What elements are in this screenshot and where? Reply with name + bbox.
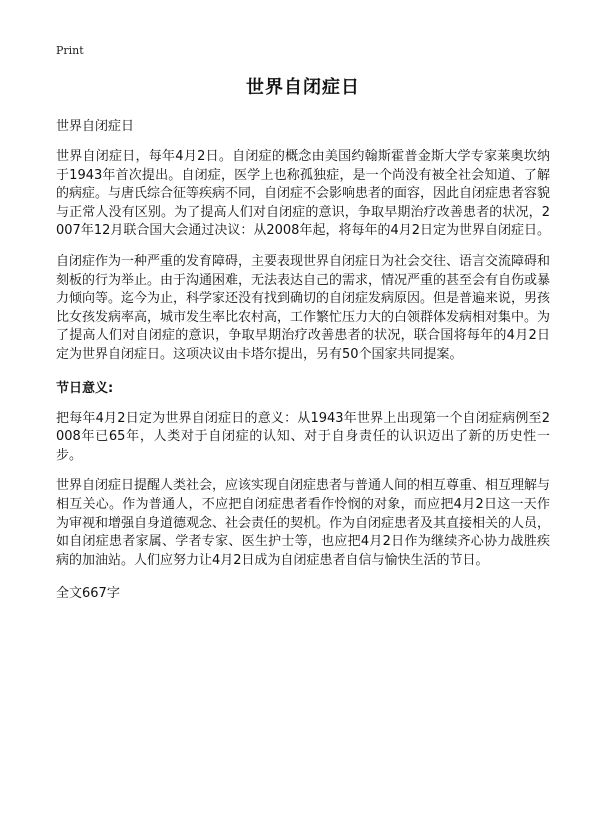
- print-link[interactable]: Print: [56, 44, 84, 57]
- intro-paragraph: 世界自闭症日，每年4月2日。自闭症的概念由美国约翰斯霍普金斯大学专家莱奥坎纳于1943年首次提出。自闭症，医学上也称孤独症，是一个尚没有被全社会知道、了解的病症。与唐氏综合征等疾病不同，自闭症不会影响患者的面容，因此自闭症患者容貌与正常人没有区别。为了提高人们对自闭症的意识，争取早期治疗改善患者的状况，2007年12月联合国大会通过决议：从2008年起，将每年的4月2日定为世界自闭症日。: [56, 149, 551, 239]
- section-heading-meaning: 节日意义:: [56, 380, 114, 396]
- word-count: 全文667字: [56, 586, 120, 602]
- meaning-paragraph: 把每年4月2日定为世界自闭症日的意义：从1943年世界上出现第一个自闭症病例至2008年已65年，人类对于自闭症的认知、对于自身责任的认识迈出了新的历史性一步。: [56, 410, 550, 463]
- document-page: [56, 44, 550, 601]
- meaning-paragraph: 世界自闭症日提醒人类社会，应该实现自闭症患者与普通人间的相互尊重、相互理解与相互关心。作为普通人，不应把自闭症患者看作怜悯的对象，而应把4月2日这一天作为审视和增强自身道德观念、社会责任的契机。作为自闭症患者及其直接相关的人员，如自闭症患者家属、学者专家、医生护士等，也应把4月2日作为继续齐心协力战胜疾病的加油站。人们应努力让4月2日成为自闭症患者自信与愉快生活的节日。: [56, 478, 551, 568]
- article-subtitle: 世界自闭症日: [56, 119, 135, 134]
- page-title: 世界自闭症日: [246, 77, 360, 98]
- intro-paragraph: 自闭症作为一种严重的发育障碍，主要表现世界自闭症日为社会交往、语言交流障碍和刻板的行为举止。由于沟通困难，无法表达自己的需求，情况严重的甚至会有自伤或暴力倾向等。迄今为止，科学家还没有找到确切的自闭症发病原因。但是普遍来说，男孩比女孩发病率高，城市发生率比农村高，工作繁忙压力大的白领群体发病相对集中。为了提高人们对自闭症的意识，争取早期治疗改善患者的状况，联合国将每年的4月2日定为世界自闭症日。这项决议由卡塔尔提出，另有50个国家共同提案。: [56, 253, 551, 362]
